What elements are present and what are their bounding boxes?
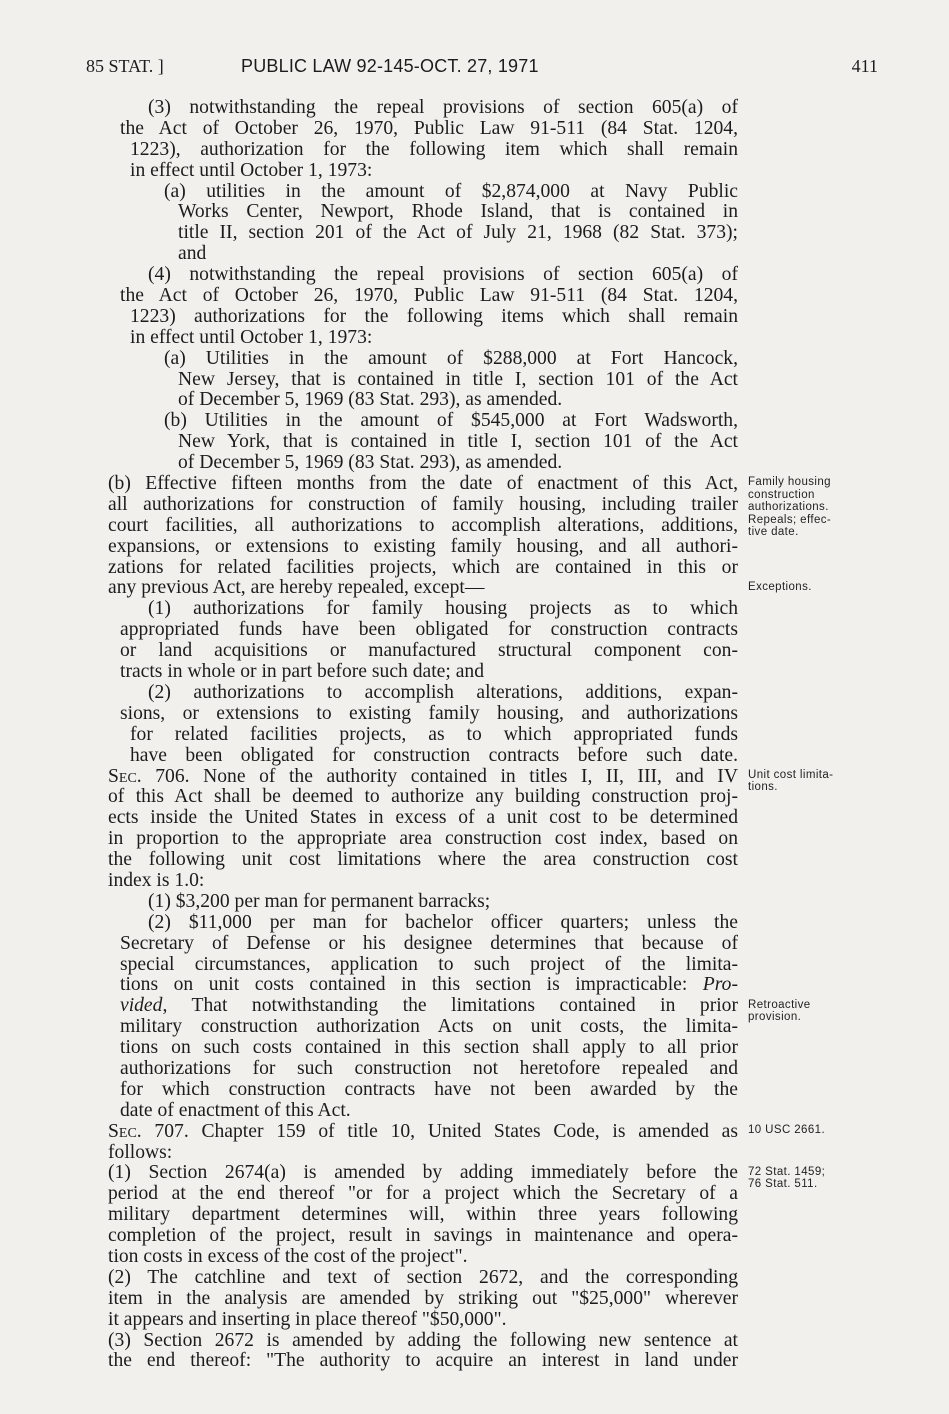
- text-line: tracts in whole or in part before such date; and: [120, 662, 484, 683]
- body-text: [108, 98, 738, 1372]
- text-line: for related facilities projects, as to which appropriated funds: [130, 724, 738, 745]
- text-line: tions on such costs contained in this section shall apply to all prior: [120, 1038, 738, 1059]
- text-line: military department determines will, within three years following: [108, 1205, 738, 1226]
- text-line: court facilities, all authorizations to accomplish alterations, additions,: [108, 515, 738, 536]
- text-line: sions, or extensions to existing family housing, and authorizations: [120, 703, 738, 724]
- text-line: of this Act shall be deemed to authorize any building construction proj-: [108, 787, 738, 808]
- text-line: New York, that is contained in title I, section 101 of the Act: [178, 432, 738, 453]
- text-line: 1223) authorizations for the following items which shall remain: [130, 306, 738, 327]
- text-line: Sec. 707. Chapter 159 of title 10, United States Code, is amended as: [108, 1121, 738, 1142]
- text-line: (b) Effective fifteen months from the date of enactment of this Act,: [108, 474, 738, 495]
- text-line: (3) notwithstanding the repeal provisions of section 605(a) of: [148, 98, 738, 118]
- margin-note-line: Exceptions.: [748, 580, 812, 593]
- margin-note: [748, 999, 888, 1024]
- text-line: period at the end thereof "or for a project which the Secretary of a: [108, 1184, 738, 1205]
- text-line: zations for related facilities projects, which are contained in this or: [108, 557, 738, 578]
- margin-note-line: Family housing: [748, 476, 831, 489]
- text-line: item in the analysis are amended by striking out "$25,000" wherever: [108, 1288, 738, 1309]
- statute-volume: 85 STAT. ]: [86, 56, 164, 76]
- text-line: Sec. 706. None of the authority contained in titles I, II, III, and IV: [108, 766, 738, 787]
- margin-note-line: 72 Stat. 1459;: [748, 1165, 826, 1178]
- text-line: the following unit cost limitations where the area construction cost: [108, 850, 738, 871]
- margin-note-line: tive date.: [748, 526, 799, 539]
- text-line: tion costs in excess of the cost of the project".: [108, 1246, 468, 1267]
- page-number: 411: [851, 56, 878, 76]
- margin-note-line: Retroactive: [748, 998, 811, 1011]
- margin-note: [748, 1124, 888, 1137]
- margin-note-line: Repeals; effec-: [748, 513, 832, 526]
- text-line: tions on unit costs contained in this section is impracticable: Pro-: [120, 975, 738, 996]
- text-line: authorizations for such construction not heretofore repealed and: [120, 1058, 738, 1079]
- text-line: have been obligated for construction contracts before such date.: [130, 745, 738, 766]
- text-line: Works Center, Newport, Rhode Island, that is contained in: [178, 202, 738, 223]
- margin-note-line: Unit cost limita-: [748, 768, 834, 781]
- text-line: follows:: [108, 1142, 173, 1163]
- text-line: (1) authorizations for family housing projects as to which: [148, 599, 738, 620]
- text-line: (3) Section 2672 is amended by adding the following new sentence at: [108, 1330, 738, 1351]
- text-line: (1) $3,200 per man for permanent barracks;: [148, 891, 491, 912]
- text-line: for which construction contracts have not been awarded by the: [120, 1079, 738, 1100]
- margin-note: [748, 1166, 888, 1191]
- law-title: PUBLIC LAW 92-145-OCT. 27, 1971: [241, 56, 539, 76]
- margin-note-line: 76 Stat. 511.: [748, 1178, 818, 1191]
- text-line: (4) notwithstanding the repeal provisions of section 605(a) of: [148, 265, 738, 286]
- text-line: ects inside the United States in excess of a unit cost to be determined: [108, 808, 738, 829]
- text-line: (b) Utilities in the amount of $545,000 at Fort Wadsworth,: [164, 411, 738, 432]
- text-line: it appears and inserting in place thereof "$50,000".: [108, 1309, 507, 1330]
- text-line: (1) Section 2674(a) is amended by adding immediately before the: [108, 1163, 738, 1184]
- text-line: vided, That notwithstanding the limitations contained in prior: [120, 996, 738, 1017]
- text-line: all authorizations for construction of family housing, including trailer: [108, 494, 738, 515]
- text-line: (2) authorizations to accomplish alterations, additions, expan-: [148, 682, 738, 703]
- text-line: in effect until October 1, 1973:: [130, 160, 373, 181]
- text-line: (2) $11,000 per man for bachelor officer quarters; unless the: [148, 912, 738, 933]
- page-header: [86, 56, 878, 84]
- text-line: expansions, or extensions to existing family housing, and all authori-: [108, 536, 738, 557]
- text-line: any previous Act, are hereby repealed, except—: [108, 578, 485, 599]
- text-line: military construction authorization Acts on unit costs, the limita-: [120, 1017, 738, 1038]
- text-line: the Act of October 26, 1970, Public Law 91-511 (84 Stat. 1204,: [120, 118, 738, 139]
- text-line: of December 5, 1969 (83 Stat. 293), as amended.: [178, 390, 563, 411]
- text-line: the Act of October 26, 1970, Public Law 91-511 (84 Stat. 1204,: [120, 286, 738, 307]
- margin-note-line: authorizations.: [748, 501, 829, 514]
- text-line: special circumstances, application to such project of the limita-: [120, 954, 738, 975]
- text-line: completion of the project, result in savings in maintenance and opera-: [108, 1226, 738, 1247]
- margin-note: [748, 769, 888, 794]
- text-line: index is 1.0:: [108, 870, 205, 891]
- text-line: the end thereof: "The authority to acquire an interest in land under: [108, 1351, 738, 1372]
- text-line: and: [178, 244, 207, 265]
- text-line: Secretary of Defense or his designee determines that because of: [120, 933, 738, 954]
- margin-note-line: tions.: [748, 781, 778, 794]
- text-line: date of enactment of this Act.: [120, 1100, 351, 1121]
- text-line: in proportion to the appropriate area construction cost index, based on: [108, 829, 738, 850]
- margin-note-line: 10 USC 2661.: [748, 1124, 826, 1137]
- text-line: (a) Utilities in the amount of $288,000 at Fort Hancock,: [164, 348, 738, 369]
- margin-note: [748, 476, 888, 539]
- margin-note: [748, 581, 888, 594]
- text-line: title II, section 201 of the Act of July 21, 1968 (82 Stat. 373);: [178, 223, 738, 244]
- text-line: of December 5, 1969 (83 Stat. 293), as amended.: [178, 453, 563, 474]
- margin-note-line: construction: [748, 488, 815, 501]
- text-line: appropriated funds have been obligated for construction contracts: [120, 620, 738, 641]
- text-line: (2) The catchline and text of section 2672, and the corresponding: [108, 1267, 738, 1288]
- margin-note-line: provision.: [748, 1011, 802, 1024]
- text-line: 1223), authorization for the following item which shall remain: [130, 139, 738, 160]
- text-line: or land acquisitions or manufactured structural component con-: [120, 641, 738, 662]
- text-line: New Jersey, that is contained in title I, section 101 of the Act: [178, 369, 738, 390]
- text-line: in effect until October 1, 1973:: [130, 327, 373, 348]
- text-line: (a) utilities in the amount of $2,874,000 at Navy Public: [164, 181, 738, 202]
